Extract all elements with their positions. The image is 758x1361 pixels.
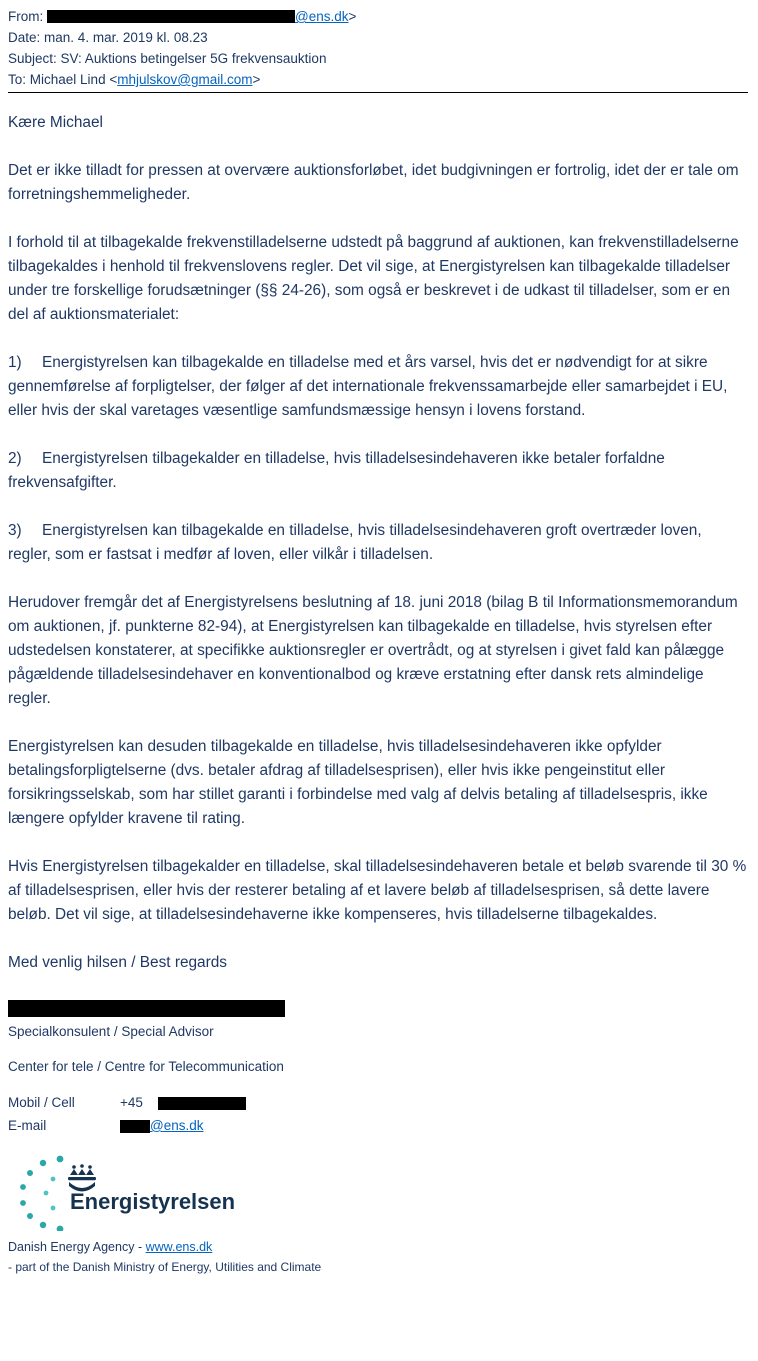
header-divider <box>8 92 748 93</box>
numbered-item-1-number: 1) <box>8 354 22 371</box>
signature-name-redacted <box>8 1000 285 1017</box>
signature-footer <box>8 1237 748 1277</box>
from-redacted-block <box>47 10 295 23</box>
paragraph-press: Det er ikke tilladt for pressen at overvære auktionsforløbet, idet budgivningen er fortrolig, idet der er tale om forretningshemmeligheder. <box>8 162 739 203</box>
date-value: man. 4. mar. 2019 kl. 08.23 <box>44 30 208 45</box>
subject-value: SV: Auktions betingelser 5G frekvensauktion <box>60 51 327 66</box>
mobile-label: Mobil / Cell <box>8 1094 75 1110</box>
footer-ministry-line: - part of the Danish Ministry of Energy, Utilities and Climate <box>8 1259 322 1274</box>
paragraph-decision-2018: Herudover fremgår det af Energistyrelsens beslutning af 18. juni 2018 (bilag B til Informationsmemorandum om auktionen, jf. punkterne 82-94), at Energistyrelsen kan tilbagekalde en tilladelse, hvis styrelsen efter udstedelsen konstaterer, at specifikke auktionsregler er overtrådt, og at styrelsen i givet fald kan pålægge pågældende tilladelsesindehaver en konventionalbod og kræve erstatning efter dansk rets almindelige regler. <box>8 594 738 707</box>
contact-row-mobile <box>8 1091 748 1114</box>
paragraph-compensation: Hvis Energistyrelsen tilbagekalder en tilladelse, skal tilladelsesindehaveren betale et beløb svarende til 30 % af tilladelsesprisen, eller hvis der resterer betaling af et lavere beløb af tilladelsesprisen, så dette lavere beløb. Det vil sige, at tilladelsesindehaverne ikke kompenseres, hvis tilladelserne tilbagekaldes. <box>8 858 747 923</box>
paragraph-revocation-intro: I forhold til at tilbagekalde frekvenstilladelserne udstedt på baggrund af auktionen, kan frekvenstilladelserne tilbagekaldes i henhold til frekvenslovens regler. Det vil sige, at Energistyrelsen kan tilbagekalde tilladelser under tre forskellige forudsætninger (§§ 24-26), som også er beskrevet i de udkast til tilladelser, som er en del af auktionsmaterialet: <box>8 234 739 323</box>
closing-salutation: Med venlig hilsen / Best regards <box>8 954 228 971</box>
email-user-redacted <box>120 1120 150 1133</box>
energistyrelsen-logo <box>8 1153 748 1231</box>
header-row-subject <box>8 48 748 69</box>
from-bracket-close: > <box>348 9 357 24</box>
date-label: Date: <box>8 30 41 45</box>
footer-org-url[interactable]: www.ens.dk <box>145 1239 213 1254</box>
signature-spacer <box>8 1046 748 1056</box>
to-bracket-close: > <box>252 72 261 87</box>
mobile-prefix: +45 <box>120 1094 143 1110</box>
signature-email-domain[interactable]: @ens.dk <box>150 1117 204 1133</box>
email-label: E-mail <box>8 1117 47 1133</box>
numbered-item-1-text: Energistyrelsen kan tilbagekalde en tilladelse med et års varsel, hvis det er nødvendigt for at sikre gennemførelse af forpligtelser, der følger af det internationale frekvenssamarbejde eller samarbejdet i EU, eller hvis der skal varetages væsentlige samfundsmæssige hensyn i lovens forstand. <box>8 354 728 419</box>
contact-row-email <box>8 1114 748 1137</box>
numbered-item-2-text: Energistyrelsen tilbagekalder en tilladelse, hvis tilladelsesindehaveren ikke betaler forfaldne frekvensafgifter. <box>8 450 665 491</box>
from-label: From: <box>8 9 44 24</box>
logo-wordmark: Energistyrelsen <box>70 1188 236 1214</box>
subject-label: Subject: <box>8 51 57 66</box>
footer-org-line <box>8 1237 748 1257</box>
logo-graphic <box>8 1153 268 1231</box>
crown-icon <box>68 1164 96 1191</box>
signature-block <box>8 999 748 1277</box>
mobile-number-redacted <box>158 1097 246 1110</box>
signature-title: Specialkonsulent / Special Advisor <box>8 1023 214 1039</box>
to-name: Michael Lind < <box>29 72 118 87</box>
numbered-item-3 <box>8 519 748 567</box>
email-body <box>8 111 748 975</box>
footer-org-text: Danish Energy Agency - <box>8 1239 143 1254</box>
from-email-domain[interactable]: @ens.dk <box>295 9 349 24</box>
numbered-item-2-number: 2) <box>8 450 22 467</box>
to-label: To: <box>8 72 27 87</box>
header-row-to <box>8 69 748 90</box>
greeting: Kære Michael <box>8 114 103 131</box>
signature-department: Center for tele / Centre for Telecommunication <box>8 1058 284 1074</box>
header-row-date <box>8 27 748 48</box>
signature-contact <box>8 1091 748 1137</box>
numbered-item-3-number: 3) <box>8 522 22 539</box>
to-email-link[interactable]: mhjulskov@gmail.com <box>117 72 253 87</box>
numbered-item-3-text: Energistyrelsen kan tilbagekalde en tilladelse, hvis tilladelsesindehaveren groft overtræder loven, regler, som er fastsat i medfør af loven, eller vilkår i tilladelsen. <box>8 522 702 563</box>
header-row-from <box>8 6 748 27</box>
email-header <box>8 6 748 93</box>
paragraph-payment-obligations: Energistyrelsen kan desuden tilbagekalde en tilladelse, hvis tilladelsesindehaveren ikke opfylder betalingsforpligtelserne (dvs. betaler afdrag af tilladelsesprisen), eller hvis ikke pengeinstitut eller forsikringsselskab, som har stillet garanti i forbindelse med valg af delvis betaling af tilladelsespris, ikke længere opfylder kravene til rating. <box>8 738 708 827</box>
numbered-item-2 <box>8 447 748 495</box>
numbered-item-1 <box>8 351 748 423</box>
